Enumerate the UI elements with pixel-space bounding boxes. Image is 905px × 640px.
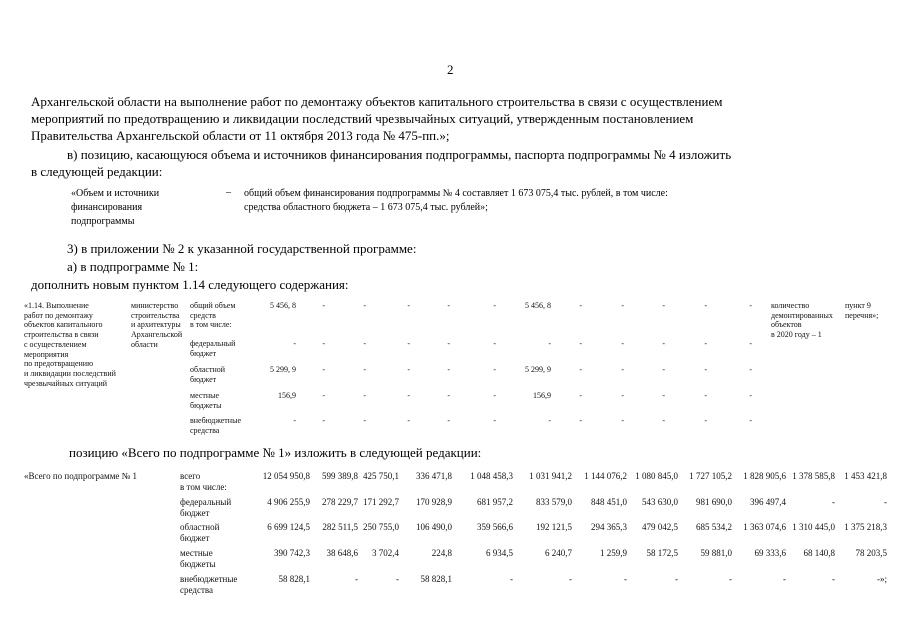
- table-cell: 359 566,6: [477, 522, 513, 532]
- table-cell: -: [675, 574, 678, 584]
- point-v-line-1: в) позицию, касающуюся объема и источников финансирования подпрограммы, паспорта подпрограммы № 4 изложить: [67, 147, 732, 162]
- source-label-line: областной: [190, 365, 226, 374]
- table-cell: -: [662, 416, 665, 425]
- table-cell: 1 375 218,3: [844, 522, 887, 532]
- table-cell: -: [579, 416, 582, 425]
- table-cell: -: [363, 339, 366, 348]
- table-cell: 78 203,5: [855, 548, 887, 558]
- total-position-line: позицию «Всего по подпрограмме № 1» изложить в следующей редакции:: [69, 445, 482, 460]
- table-cell: -: [355, 574, 358, 584]
- table-cell: -: [749, 339, 752, 348]
- table-cell: -: [569, 574, 572, 584]
- measure-name-line: мероприятия: [24, 349, 69, 359]
- table-cell: 58 172,5: [646, 548, 678, 558]
- source-label-line: федеральный: [190, 339, 236, 348]
- executor-line: и архитектуры: [131, 320, 181, 330]
- measure-name-line: объектов капитального: [24, 320, 103, 330]
- table-cell: 250 755,0: [363, 522, 399, 532]
- intro-line-3: Правительства Архангельской области от 11 октября 2013 года № 475-пп.»;: [31, 128, 450, 143]
- source-label-line: бюджет: [180, 533, 210, 543]
- executor-line: министерство: [131, 301, 179, 310]
- measure-name-line: по предотвращению: [24, 359, 94, 369]
- table-cell: -: [579, 391, 582, 400]
- source-label-line: всего: [180, 471, 201, 481]
- table-cell: -: [322, 416, 325, 425]
- table-cell: 5 456, 8: [525, 301, 551, 310]
- table-cell: -: [704, 391, 707, 400]
- table-cell: -: [548, 339, 551, 348]
- source-label-line: областной: [180, 522, 220, 532]
- indicator-line: объектов: [771, 320, 802, 330]
- table-cell: -: [493, 391, 496, 400]
- table-cell: -: [447, 416, 450, 425]
- table-cell: -»;: [877, 574, 887, 584]
- table-cell: -: [293, 339, 296, 348]
- table-cell: -: [493, 416, 496, 425]
- table-cell: 192 121,5: [536, 522, 572, 532]
- table-cell: -: [293, 416, 296, 425]
- table-cell: 3 702,4: [372, 548, 399, 558]
- funding-text-line: средства областного бюджета – 1 673 075,4 тыс. рублей»;: [244, 202, 488, 213]
- table-cell: -: [447, 365, 450, 374]
- executor-line: Архангельской: [131, 330, 183, 340]
- table-cell: -: [662, 365, 665, 374]
- table-cell: -: [624, 574, 627, 584]
- source-label-line: общий объем: [190, 301, 236, 310]
- source-label-line: внебюджетные: [190, 416, 241, 425]
- add-item-line: дополнить новым пунктом 1.14 следующего содержания:: [31, 277, 349, 292]
- source-label-line: средства: [190, 425, 220, 435]
- table-cell: -: [363, 391, 366, 400]
- table-cell: -: [579, 301, 582, 310]
- source-label-line: местные: [190, 391, 220, 400]
- table-cell: 156,9: [533, 391, 551, 400]
- source-label-line: местные: [180, 548, 213, 558]
- table-cell: -: [704, 301, 707, 310]
- table-cell: 848 451,0: [591, 497, 627, 507]
- table-cell: 68 140,8: [803, 548, 835, 558]
- table-cell: 396 497,4: [750, 497, 786, 507]
- table-cell: 294 365,3: [591, 522, 627, 532]
- indicator-line: в 2020 году – 1: [771, 330, 822, 340]
- point-3: 3) в приложении № 2 к указанной государственной программе:: [67, 241, 417, 256]
- table-cell: -: [322, 339, 325, 348]
- table-cell: 282 511,5: [322, 522, 358, 532]
- indicator-line: количество: [771, 301, 810, 310]
- source-label-line: в том числе:: [180, 482, 227, 492]
- table-cell: 6 699 124,5: [267, 522, 310, 532]
- page-number: 2: [447, 62, 454, 77]
- table-cell: 1 727 105,2: [689, 471, 732, 481]
- table-cell: -: [396, 574, 399, 584]
- table-cell: 224,8: [431, 548, 452, 558]
- table-cell: 543 630,0: [642, 497, 678, 507]
- table-cell: -: [493, 339, 496, 348]
- table-cell: -: [832, 497, 835, 507]
- total-name: «Всего по подпрограмме № 1: [24, 471, 137, 481]
- table-cell: 1 828 905,6: [743, 471, 786, 481]
- funding-label-line: «Объем и источники: [71, 188, 160, 199]
- funding-text-line: общий объем финансирования подпрограммы № 4 составляет 1 673 075,4 тыс. рублей, в том числе:: [244, 188, 668, 199]
- table-cell: -: [704, 365, 707, 374]
- table-cell: 12 054 950,8: [262, 471, 310, 481]
- table-cell: -: [662, 339, 665, 348]
- table-cell: -: [322, 301, 325, 310]
- table-cell: 278 229,7: [322, 497, 358, 507]
- measure-name-line: работ по демонтажу: [24, 310, 93, 320]
- source-label-line: в том числе:: [190, 320, 232, 330]
- table-cell: -: [510, 574, 513, 584]
- table-cell: -: [749, 301, 752, 310]
- table-cell: -: [662, 301, 665, 310]
- table-cell: 170 928,9: [416, 497, 452, 507]
- measure-name-line: с осуществлением: [24, 339, 87, 349]
- table-cell: 5 456, 8: [270, 301, 296, 310]
- table-cell: -: [363, 416, 366, 425]
- source-label-line: средства: [180, 585, 214, 595]
- table-cell: -: [363, 365, 366, 374]
- table-cell: -: [621, 416, 624, 425]
- table-cell: 681 957,2: [477, 497, 513, 507]
- table-cell: 1 031 941,2: [529, 471, 572, 481]
- table-cell: 38 648,6: [326, 548, 358, 558]
- table-cell: 6 240,7: [545, 548, 572, 558]
- table-cell: -: [704, 416, 707, 425]
- table-cell: 981 690,0: [696, 497, 732, 507]
- table-cell: -: [407, 416, 410, 425]
- source-label-line: бюджеты: [180, 559, 216, 569]
- indicator-line: демонтированных: [771, 310, 833, 320]
- table-cell: 685 534,2: [696, 522, 732, 532]
- table-cell: -: [621, 339, 624, 348]
- table-cell: -: [579, 339, 582, 348]
- source-label-line: бюджет: [180, 508, 210, 518]
- table-cell: 106 490,0: [416, 522, 452, 532]
- indicator-ref-line: перечня»;: [845, 310, 879, 320]
- table-cell: 1 144 076,2: [584, 471, 627, 481]
- table-cell: -: [322, 391, 325, 400]
- table-cell: 1 378 585,8: [792, 471, 835, 481]
- table-cell: -: [749, 416, 752, 425]
- table-cell: -: [493, 365, 496, 374]
- table-cell: 58 828,1: [420, 574, 452, 584]
- table-cell: 171 292,7: [363, 497, 399, 507]
- indicator-ref-line: пункт 9: [845, 301, 871, 310]
- point-v-line-2: в следующей редакции:: [31, 164, 163, 179]
- table-cell: 58 828,1: [278, 574, 310, 584]
- table-cell: -: [407, 391, 410, 400]
- source-label-line: внебюджетные: [180, 574, 238, 584]
- table-cell: -: [548, 416, 551, 425]
- source-label-line: федеральный: [180, 497, 232, 507]
- funding-text: [244, 187, 668, 215]
- executor-line: строительства: [131, 310, 180, 320]
- table-cell: -: [749, 391, 752, 400]
- intro-line-1: Архангельской области на выполнение работ по демонтажу объектов капитального строительства в связи с осуществлением: [31, 94, 723, 109]
- table-cell: -: [447, 339, 450, 348]
- funding-dash: –: [226, 187, 231, 198]
- table-cell: 833 579,0: [536, 497, 572, 507]
- table-cell: -: [322, 365, 325, 374]
- table-cell: -: [407, 365, 410, 374]
- table-cell: 1 363 074,6: [743, 522, 786, 532]
- table-cell: -: [447, 301, 450, 310]
- executor-line: области: [131, 339, 158, 349]
- table-cell: 5 299, 9: [525, 365, 551, 374]
- table-cell: 156,9: [278, 391, 296, 400]
- source-label-line: бюджет: [190, 348, 217, 358]
- source-label-line: бюджеты: [190, 400, 222, 410]
- table-cell: -: [749, 365, 752, 374]
- measure-name-line: строительства в связи: [24, 330, 99, 340]
- table-cell: 1 080 845,0: [635, 471, 678, 481]
- table-cell: 5 299, 9: [270, 365, 296, 374]
- table-cell: -: [662, 391, 665, 400]
- table-cell: -: [407, 301, 410, 310]
- table-cell: -: [621, 301, 624, 310]
- funding-label-line: подпрограммы: [71, 216, 135, 227]
- table-cell: 390 742,3: [274, 548, 310, 558]
- table-cell: -: [579, 365, 582, 374]
- measure-name-line: чрезвычайных ситуаций: [24, 378, 108, 388]
- table-cell: 1 048 458,3: [470, 471, 513, 481]
- measure-name-line: и ликвидации последствий: [24, 368, 116, 378]
- funding-label: [71, 187, 159, 229]
- table-cell: 336 471,8: [416, 471, 452, 481]
- table-cell: 69 333,6: [754, 548, 786, 558]
- table-cell: -: [884, 497, 887, 507]
- table-cell: 599 389,8: [322, 471, 358, 481]
- table-cell: 1 310 445,0: [792, 522, 835, 532]
- table-cell: -: [704, 339, 707, 348]
- table-cell: 1 259,9: [600, 548, 627, 558]
- table-cell: -: [621, 365, 624, 374]
- table-cell: 425 750,1: [363, 471, 399, 481]
- table-cell: -: [407, 339, 410, 348]
- point-a: а) в подпрограмме № 1:: [67, 259, 199, 274]
- table-cell: -: [729, 574, 732, 584]
- source-label-line: средств: [190, 310, 216, 320]
- table-cell: 4 906 255,9: [267, 497, 310, 507]
- table-cell: -: [621, 391, 624, 400]
- table-cell: -: [493, 301, 496, 310]
- table-cell: 479 042,5: [642, 522, 678, 532]
- table-cell: -: [363, 301, 366, 310]
- source-label-line: бюджет: [190, 374, 217, 384]
- table-cell: -: [447, 391, 450, 400]
- table-cell: -: [832, 574, 835, 584]
- measure-name-line: «1.14. Выполнение: [24, 301, 89, 310]
- table-cell: 1 453 421,8: [844, 471, 887, 481]
- table-cell: 59 881,0: [700, 548, 732, 558]
- table-cell: 6 934,5: [486, 548, 513, 558]
- funding-label-line: финансирования: [71, 202, 143, 213]
- table-cell: -: [783, 574, 786, 584]
- intro-line-2: мероприятий по предотвращению и ликвидации последствий чрезвычайных ситуаций, утвержденным постановлением: [31, 111, 694, 126]
